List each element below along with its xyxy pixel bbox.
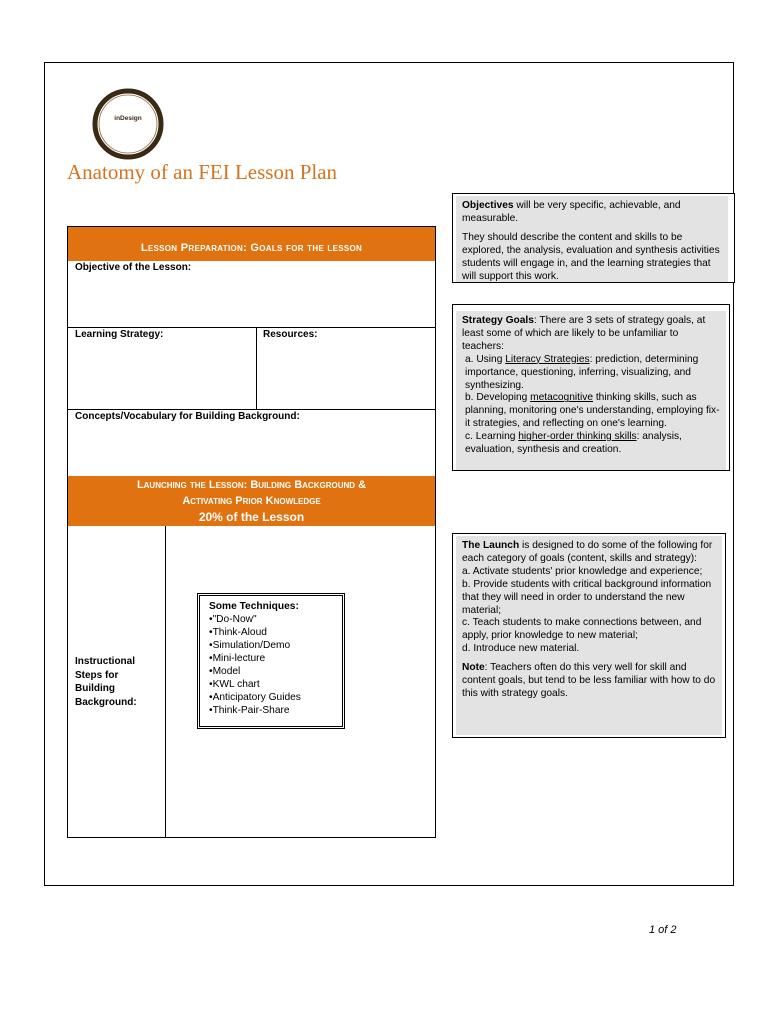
lesson-plan-table: [67, 226, 436, 838]
section2-header-line1: Launching the Lesson: Building Background &: [136, 479, 367, 491]
technique-item: •Think-Pair-Share: [209, 705, 290, 716]
section2-header-line2: Activating Prior Knowledge: [182, 495, 321, 507]
technique-item: •Model: [209, 666, 241, 677]
page-number: 1 of 2: [649, 924, 677, 936]
section2-header-line3: 20% of the Lesson: [198, 510, 305, 524]
strategy-note-box: [452, 304, 730, 471]
techniques-box: [197, 593, 345, 729]
techniques-title: Some Techniques:: [209, 601, 299, 612]
objectives-note: Objectives will be very specific, achievable, and measurable. They should describe the content and skills to be explored, the analysis, evaluation and synthesis activities students will engage in, and the learning strategies that will support this work.: [456, 196, 728, 282]
objective-label: Objective of the Lesson:: [75, 262, 192, 273]
instructional-label: Instructional Steps for Building Background:: [75, 656, 137, 708]
strategy-note: Strategy Goals: There are 3 sets of strategy goals, at least some of which are likely to be unfamiliar to teachers: a. Using Literacy Strategies: prediction, determining importance, questioning, inferring, visualizing, and synthesizing. b. Developing metacognitive thinking skills, such as planning, monitoring one's understanding, employing fix-it strategies, and reflecting on one's learning. c. Learning higher-order thinking skills: analysis, evaluation, synthesis and creation.: [456, 311, 726, 470]
launch-note-box: [452, 533, 726, 738]
technique-item: •Anticipatory Guides: [209, 692, 301, 703]
technique-item: •"Do-Now": [209, 614, 257, 625]
concepts-label: Concepts/Vocabulary for Building Background:: [75, 411, 300, 422]
section2-header: [68, 476, 435, 526]
section1-header: Lesson Preparation: Goals for the lesson: [68, 227, 435, 261]
logo: [91, 87, 165, 161]
technique-item: •Think-Aloud: [209, 627, 267, 638]
strategy-label: Learning Strategy:: [75, 329, 164, 340]
page-title: Anatomy of an FEI Lesson Plan: [67, 160, 338, 184]
technique-item: •KWL chart: [209, 679, 260, 690]
technique-item: •Mini-lecture: [209, 653, 266, 664]
launch-note: The Launch is designed to do some of the following for each category of goals (content, skills and strategy): a. Activate students' prior knowledge and experience; b. Provide students with critical background information that they will need in order to understand the new material; c. Teach students to make connections between, and apply, prior knowledge to new material; d. Introduce new material. Note: Teachers often do this very well for skill and content goals, but tend to be less familiar with how to do this with strategy goals.: [456, 536, 722, 735]
logo-text: inDesign: [114, 115, 142, 122]
resources-label: Resources:: [263, 329, 318, 340]
objectives-note-box: [452, 193, 735, 283]
technique-item: •Simulation/Demo: [209, 640, 291, 651]
